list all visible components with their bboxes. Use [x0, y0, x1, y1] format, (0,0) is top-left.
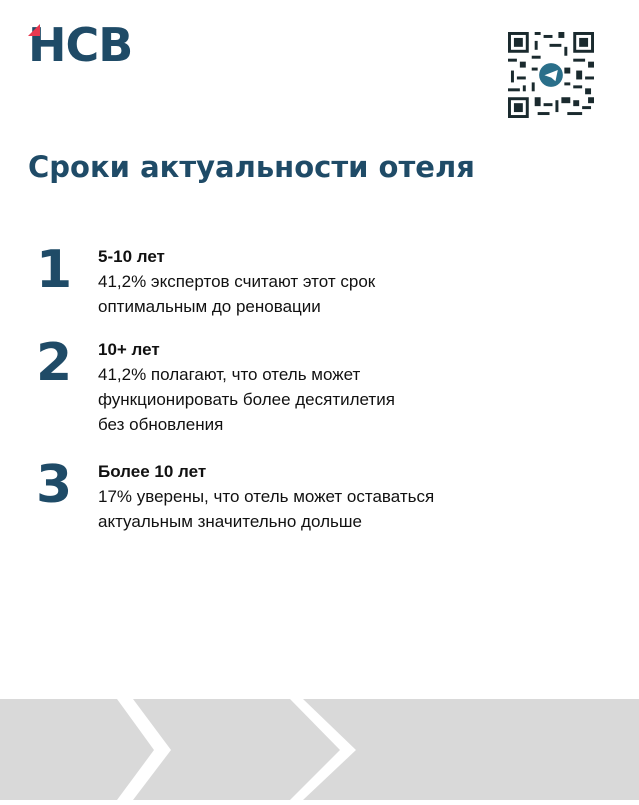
qr-code-icon — [508, 32, 594, 118]
item-number: 2 — [36, 333, 73, 393]
item-number: 1 — [36, 240, 73, 300]
item-text: функционировать более десятилетия — [98, 390, 395, 409]
chevron-decoration-icon — [0, 699, 639, 800]
footer-band — [0, 699, 639, 800]
item-text: 17% уверены, что отель может оставаться — [98, 487, 435, 506]
item-text: 41,2% экспертов считают этот срок — [98, 272, 376, 291]
logo: НСВ — [28, 18, 133, 72]
logo-triangle-icon — [28, 24, 40, 36]
item-text: 41,2% полагают, что отель может — [98, 365, 361, 384]
item-number: 3 — [36, 455, 73, 515]
item-text: актуальным значительно дольше — [98, 512, 362, 531]
item-text: без обновления — [98, 415, 224, 434]
item-text: оптимальным до реновации — [98, 297, 321, 316]
item-heading: Более 10 лет — [98, 462, 207, 481]
item-heading: 5-10 лет — [98, 247, 165, 266]
item-heading: 10+ лет — [98, 340, 160, 359]
page-title: Сроки актуальности отеля — [28, 150, 475, 184]
